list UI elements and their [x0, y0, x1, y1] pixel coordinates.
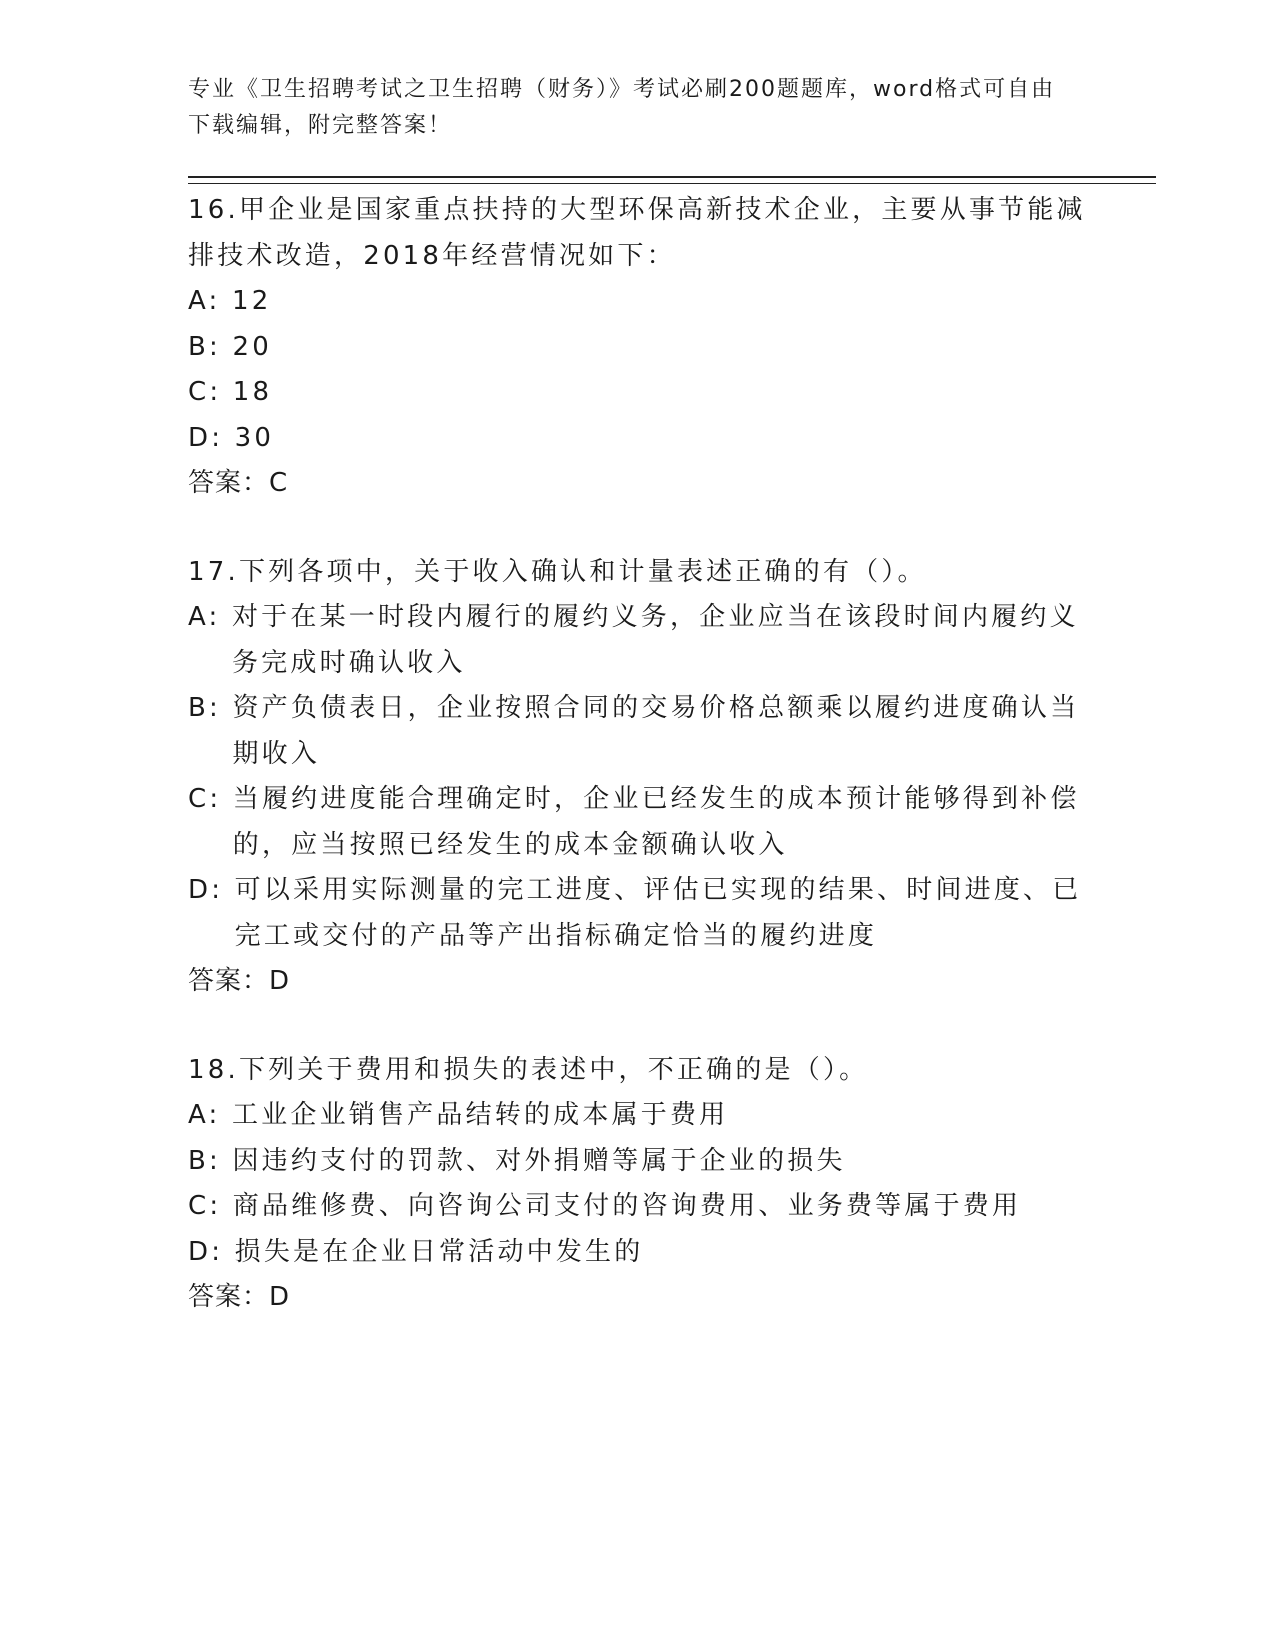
option-b [188, 686, 1088, 777]
option-text: 可以采用实际测量的完工进度、评估已实现的结果、时间进度、已完工或交付的产品等产出指标确定恰当的履约进度 [234, 875, 1082, 951]
option-label: A: [188, 1100, 232, 1130]
option-label: D: [188, 875, 235, 905]
option-d [188, 868, 1088, 959]
option-a [188, 595, 1088, 686]
question-16 [188, 188, 1088, 507]
option-text: 因违约支付的罚款、对外捐赠等属于企业的损失 [232, 1145, 846, 1176]
header-rule-thin [188, 183, 1156, 184]
option-text: 对于在某一时段内履行的履约义务，企业应当在该段时间内履约义务完成时确认收入 [231, 602, 1079, 678]
question-stem: 16.甲企业是国家重点扶持的大型环保高新技术企业，主要从事节能减排技术改造，2018年经营情况如下： [188, 195, 1086, 271]
option-label: A: [188, 286, 232, 316]
option-text: 当履约进度能合理确定时，企业已经发生的成本预计能够得到补偿的，应当按照已经发生的成本金额确认收入 [232, 784, 1080, 860]
answer: 答案：D [188, 966, 291, 996]
option-c [188, 1184, 1088, 1230]
option-b [188, 325, 1088, 371]
option-label: C: [188, 1191, 233, 1221]
option-d [188, 1230, 1088, 1276]
option-label: B: [188, 331, 233, 362]
question-18 [188, 1048, 1088, 1321]
question-stem: 18.下列关于费用和损失的表述中，不正确的是（）。 [188, 1054, 869, 1085]
option-label: C: [188, 784, 233, 814]
option-text: 12 [231, 286, 272, 316]
question-17 [188, 550, 1088, 1005]
option-label: D: [188, 422, 235, 453]
document-header: 专业《卫生招聘考试之卫生招聘（财务）》考试必刷200题题库，word格式可自由下载编辑，附完整答案！ [188, 77, 1056, 138]
option-label: A: [188, 602, 232, 632]
option-label: B: [188, 1145, 233, 1176]
option-text: 资产负债表日，企业按照合同的交易价格总额乘以履约进度确认当期收入 [232, 693, 1080, 769]
option-b [188, 1139, 1088, 1185]
option-text: 商品维修费、向咨询公司支付的咨询费用、业务费等属于费用 [232, 1191, 1022, 1221]
question-stem: 17.下列各项中，关于收入确认和计量表述正确的有（）。 [188, 556, 927, 587]
option-d [188, 416, 1088, 462]
option-a [188, 1093, 1088, 1139]
option-c [188, 777, 1088, 868]
question-list [188, 188, 1088, 1364]
option-label: C: [188, 377, 233, 407]
option-c [188, 370, 1088, 416]
option-label: B: [188, 693, 233, 723]
header-rule-thick [188, 176, 1156, 178]
option-text: 30 [234, 422, 275, 453]
option-text: 20 [232, 331, 272, 362]
answer: 答案：D [188, 1282, 291, 1312]
option-text: 损失是在企业日常活动中发生的 [234, 1236, 644, 1267]
answer: 答案：C [188, 468, 289, 498]
option-text: 工业企业销售产品结转的成本属于费用 [231, 1100, 729, 1130]
option-text: 18 [232, 377, 273, 407]
option-label: D: [188, 1236, 235, 1267]
option-a [188, 279, 1088, 325]
